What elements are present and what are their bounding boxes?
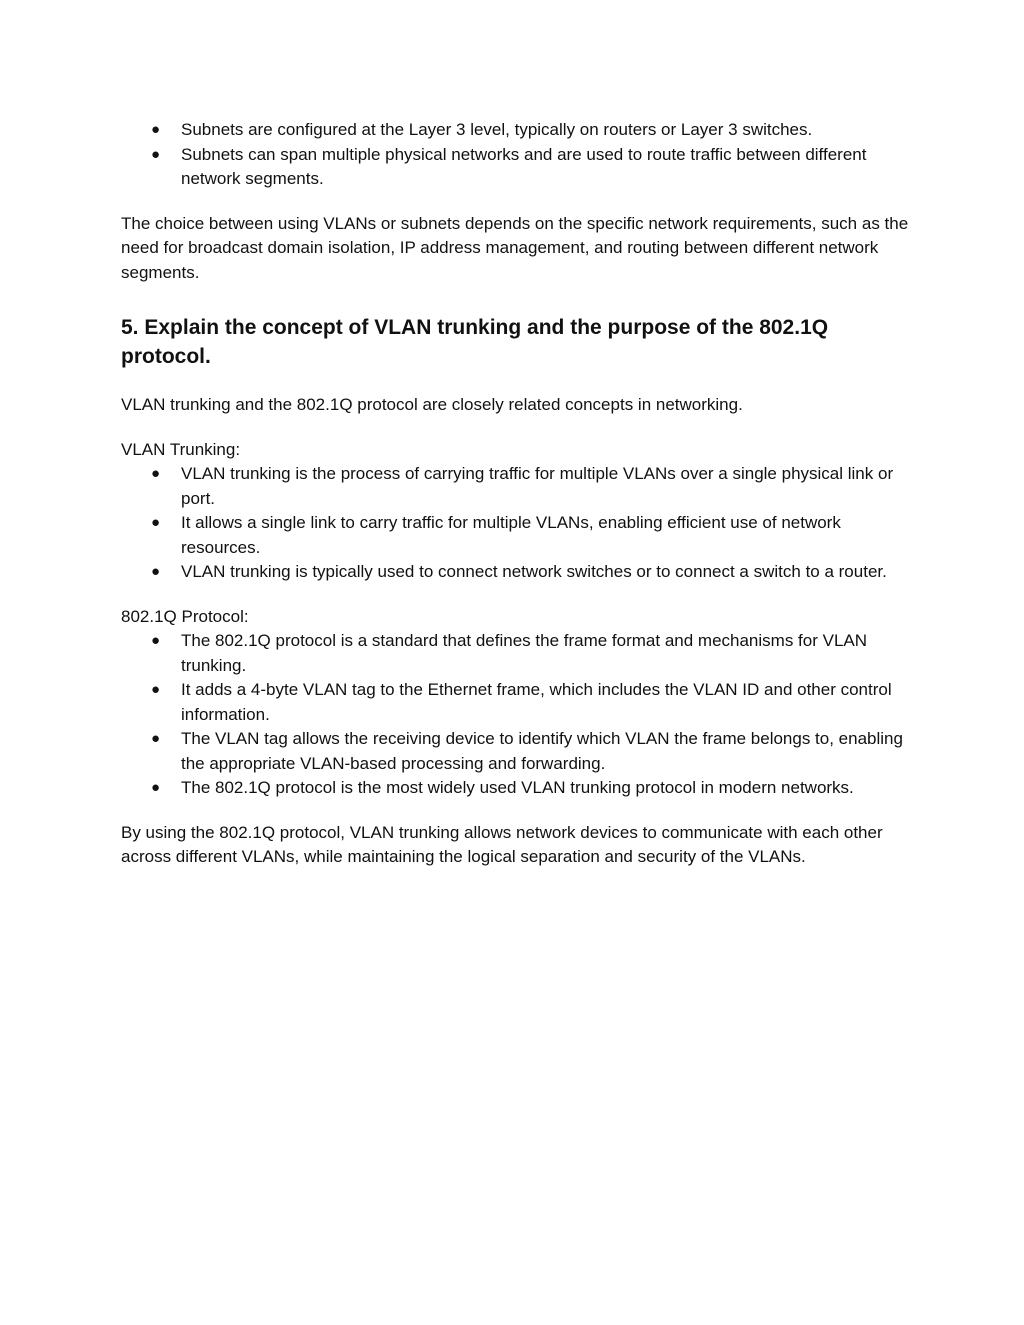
bullet-text: Subnets can span multiple physical networks and are used to route traffic between different network segments. — [181, 144, 867, 188]
bullet-text: VLAN trunking is the process of carrying traffic for multiple VLANs over a single physical link or port. — [181, 464, 894, 508]
bullet-icon: ● — [151, 681, 161, 698]
bullet-text: The 802.1Q protocol is a standard that defines the frame format and mechanisms for VLAN trunking. — [181, 631, 868, 675]
bullet-icon: ● — [151, 465, 161, 482]
trunking-label: VLAN Trunking: — [121, 439, 241, 459]
list-item — [121, 776, 911, 801]
list-item — [121, 511, 911, 560]
bullet-text: It adds a 4-byte VLAN tag to the Ethernet frame, which includes the VLAN ID and other control information. — [181, 680, 892, 724]
protocol-bullet-list — [121, 629, 911, 801]
bullet-icon: ● — [151, 514, 161, 531]
bullet-icon: ● — [151, 779, 161, 796]
list-item — [121, 462, 911, 511]
section-heading: 5. Explain the concept of VLAN trunking and the purpose of the 802.1Q protocol. — [121, 316, 829, 368]
intro-paragraph: VLAN trunking and the 802.1Q protocol are closely related concepts in networking. — [121, 395, 743, 414]
bullet-icon: ● — [151, 563, 161, 580]
bullet-text: VLAN trunking is typically used to connect network switches or to connect a switch to a router. — [181, 562, 887, 581]
list-item — [121, 143, 911, 192]
bullet-icon: ● — [151, 145, 161, 163]
list-item — [121, 560, 911, 585]
bullet-icon: ● — [151, 632, 161, 649]
bullet-text: The VLAN tag allows the receiving device to identify which VLAN the frame belongs to, enabling the appropriate VLAN-based processing and forwarding. — [181, 729, 903, 773]
list-item — [121, 118, 911, 143]
list-item — [121, 629, 911, 678]
trunking-bullet-list — [121, 462, 911, 585]
protocol-label: 802.1Q Protocol: — [121, 606, 249, 626]
document-body — [121, 118, 911, 870]
bullet-text: Subnets are configured at the Layer 3 level, typically on routers or Layer 3 switches. — [181, 120, 813, 139]
choice-paragraph: The choice between using VLANs or subnets depends on the specific network requirements, such as the need for broadcast domain isolation, IP address management, and routing between different network segments. — [121, 213, 909, 282]
list-item — [121, 678, 911, 727]
bullet-icon: ● — [151, 121, 161, 138]
conclusion-paragraph: By using the 802.1Q protocol, VLAN trunking allows network devices to communicate with each other across different VLANs, while maintaining the logical separation and security of the VLANs. — [121, 822, 883, 866]
list-item — [121, 727, 911, 776]
bullet-text: The 802.1Q protocol is the most widely used VLAN trunking protocol in modern networks. — [181, 778, 854, 797]
subnet-bullet-list — [121, 118, 911, 192]
bullet-icon: ● — [151, 730, 161, 747]
bullet-text: It allows a single link to carry traffic for multiple VLANs, enabling efficient use of network resources. — [181, 513, 841, 557]
